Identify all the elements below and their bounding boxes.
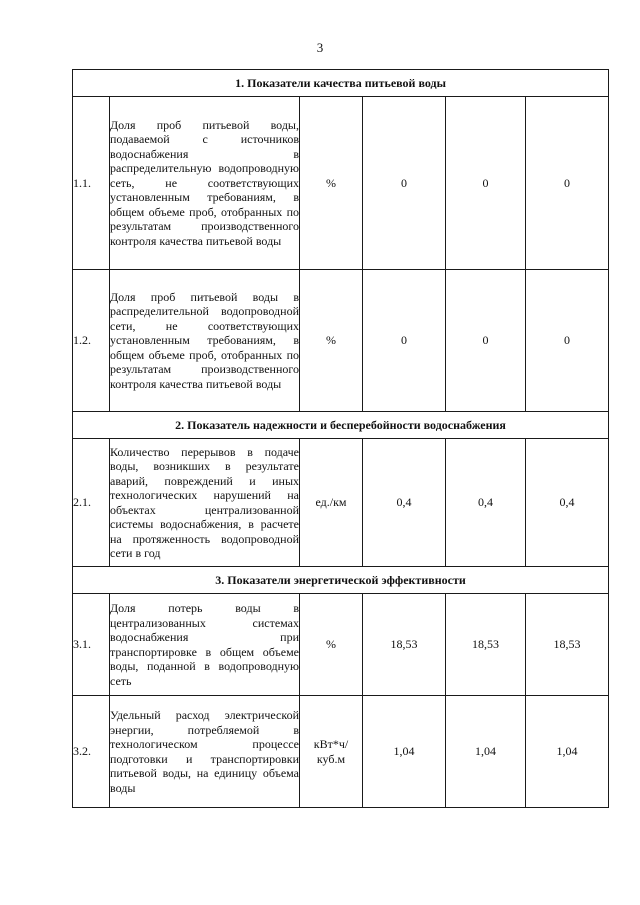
value-cell: 0,4 [446, 439, 526, 567]
row-number: 2.1. [73, 439, 110, 567]
table-row [73, 696, 609, 808]
indicator-name-text: Доля потерь воды в централизованных системах водоснабжения при транспортировке в общем объеме воды, поданной в водопроводную сеть [110, 601, 299, 688]
indicator-name-text: Количество перерывов в подаче воды, возникших в результате аварий, повреждений и иных технологических нарушений на объектах централизованной системы водоснабжения, в расчете на протяженность водопроводной сети в год [110, 444, 299, 560]
value-cell: 0 [446, 270, 526, 412]
indicator-name [110, 439, 300, 567]
unit-cell: % [300, 97, 363, 270]
value-cell: 0 [526, 97, 609, 270]
value-cell: 0,4 [526, 439, 609, 567]
indicator-name-text: Удельный расход электрической энергии, потребляемой в технологическом процессе подготовки и транспортировки питьевой воды, на единицу объема воды [110, 708, 299, 795]
value-cell: 18,53 [526, 594, 609, 696]
indicator-name-text: Доля проб питьевой воды, подаваемой с источников водоснабжения в распределительную водопроводную сеть, не соответствующих установленным требованиям, в общем объеме проб, отобранных по результатам производственного контроля качества питьевой воды [110, 117, 299, 248]
value-cell: 1,04 [526, 696, 609, 808]
table-row [73, 270, 609, 412]
value-cell: 0,4 [363, 439, 446, 567]
indicator-name [110, 97, 300, 270]
unit-cell: ед./км [300, 439, 363, 567]
value-cell: 18,53 [363, 594, 446, 696]
page-number: 3 [316, 40, 324, 55]
indicator-name-text: Доля проб питьевой воды в распределительной водопроводной сети, не соответствующих установленным требованиям, в общем объеме проб, отобранных по результатам производственного контроля качества питьевой воды [110, 289, 299, 391]
section-header-row [73, 412, 609, 439]
indicator-name [110, 594, 300, 696]
value-cell: 1,04 [446, 696, 526, 808]
row-number: 1.1. [73, 97, 110, 270]
value-cell: 0 [363, 97, 446, 270]
indicator-name [110, 696, 300, 808]
section-title: 1. Показатели качества питьевой воды [73, 70, 609, 97]
value-cell: 0 [446, 97, 526, 270]
section-title: 3. Показатели энергетической эффективности [73, 567, 609, 594]
unit-cell: % [300, 270, 363, 412]
table-row [73, 594, 609, 696]
row-number: 3.2. [73, 696, 110, 808]
indicators-table [72, 69, 609, 808]
value-cell: 18,53 [446, 594, 526, 696]
section-header-row [73, 70, 609, 97]
indicator-name [110, 270, 300, 412]
section-header-row [73, 567, 609, 594]
value-cell: 0 [363, 270, 446, 412]
table-row [73, 439, 609, 567]
row-number: 1.2. [73, 270, 110, 412]
value-cell: 1,04 [363, 696, 446, 808]
unit-cell: кВт*ч/ куб.м [300, 696, 363, 808]
row-number: 3.1. [73, 594, 110, 696]
value-cell: 0 [526, 270, 609, 412]
section-title: 2. Показатель надежности и бесперебойности водоснабжения [73, 412, 609, 439]
table-row [73, 97, 609, 270]
unit-cell: % [300, 594, 363, 696]
